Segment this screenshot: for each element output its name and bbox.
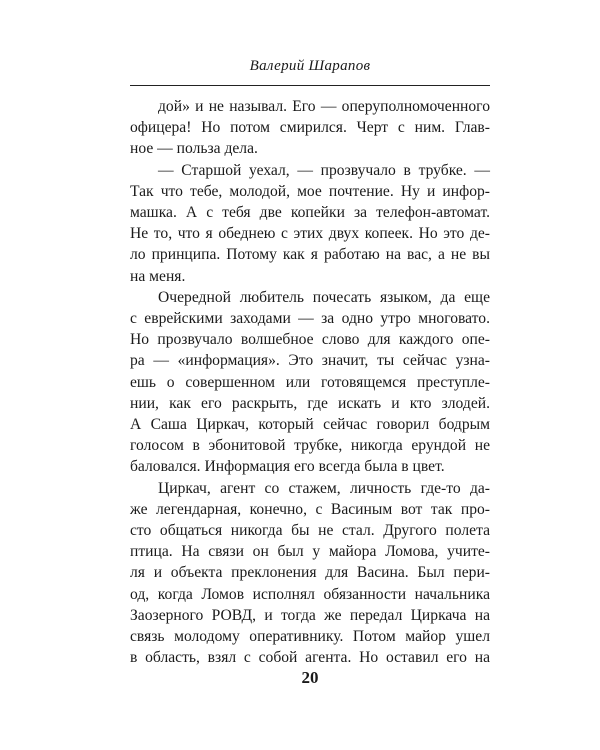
text-line: А Саша Циркач, который сейчас говорил бодрым <box>130 416 490 434</box>
text-line: же легендарная, конечно, с Васиным вот так про- <box>130 500 490 518</box>
text-line: ля и объекта преклонения для Васина. Был пери- <box>130 564 490 582</box>
header-rule <box>130 85 490 86</box>
text-line: машка. А с тебя две копейки за телефон-автомат. <box>130 204 490 222</box>
text-line: — Старшой уехал, — прозвучало в трубке. — <box>158 161 490 179</box>
text-line: нии, как его раскрыть, где искать и кто злодей. <box>130 394 490 412</box>
text-line: Очередной любитель почесать языком, да еще <box>158 288 490 306</box>
text-line: сто общаться никогда бы не стал. Другого полета <box>130 522 490 540</box>
text-line: Но прозвучало волшебное слово для каждого опе- <box>130 331 490 349</box>
text-line: Циркач, агент со стажем, личность где-то да- <box>158 479 490 497</box>
body-text <box>130 96 490 668</box>
paragraph <box>130 160 490 287</box>
text-line: дой» и не называл. Его — оперуполномоченного <box>158 98 490 115</box>
text-line: Заозерного РОВД, и тогда же передал Циркача на <box>130 606 490 624</box>
text-line: птица. На связи он был у майора Ломова, учите- <box>130 543 490 561</box>
text-line: с еврейскими заходами — за одно утро многовато. <box>130 310 490 328</box>
text-line: ное — польза дела. <box>130 140 258 158</box>
text-line: ешь о совершенном или готовящемся преступле- <box>130 373 490 391</box>
text-line: баловался. Информация его всегда была в цвет. <box>130 458 445 476</box>
paragraph <box>130 287 490 478</box>
paragraph <box>130 478 490 669</box>
text-line: связь молодому оперативнику. Потом майор ушел <box>130 628 490 646</box>
text-line: Не то, что я обеднею с этих двух копеек. Но это де- <box>130 225 490 243</box>
paragraph <box>130 96 490 160</box>
text-line: на меня. <box>130 267 186 285</box>
text-line: в область, взял с собой агента. Но оставил его на <box>130 649 490 667</box>
page-number: 20 <box>301 668 319 687</box>
running-head: Валерий Шарапов <box>249 58 371 74</box>
text-line: офицера! Но потом смирился. Черт с ним. Глав- <box>130 119 490 137</box>
text-line: од, когда Ломов исполнял обязанности начальника <box>130 585 490 603</box>
text-line: голосом в эбонитовой трубке, никогда ерундой не <box>130 437 490 455</box>
text-line: ра — «информация». Это значит, ты сейчас узна- <box>130 352 490 370</box>
text-line: Так что тебе, молодой, мое почтение. Ну и инфор- <box>130 182 490 200</box>
text-line: ло принципа. Потому как я работаю на вас, а не вы <box>130 246 490 264</box>
